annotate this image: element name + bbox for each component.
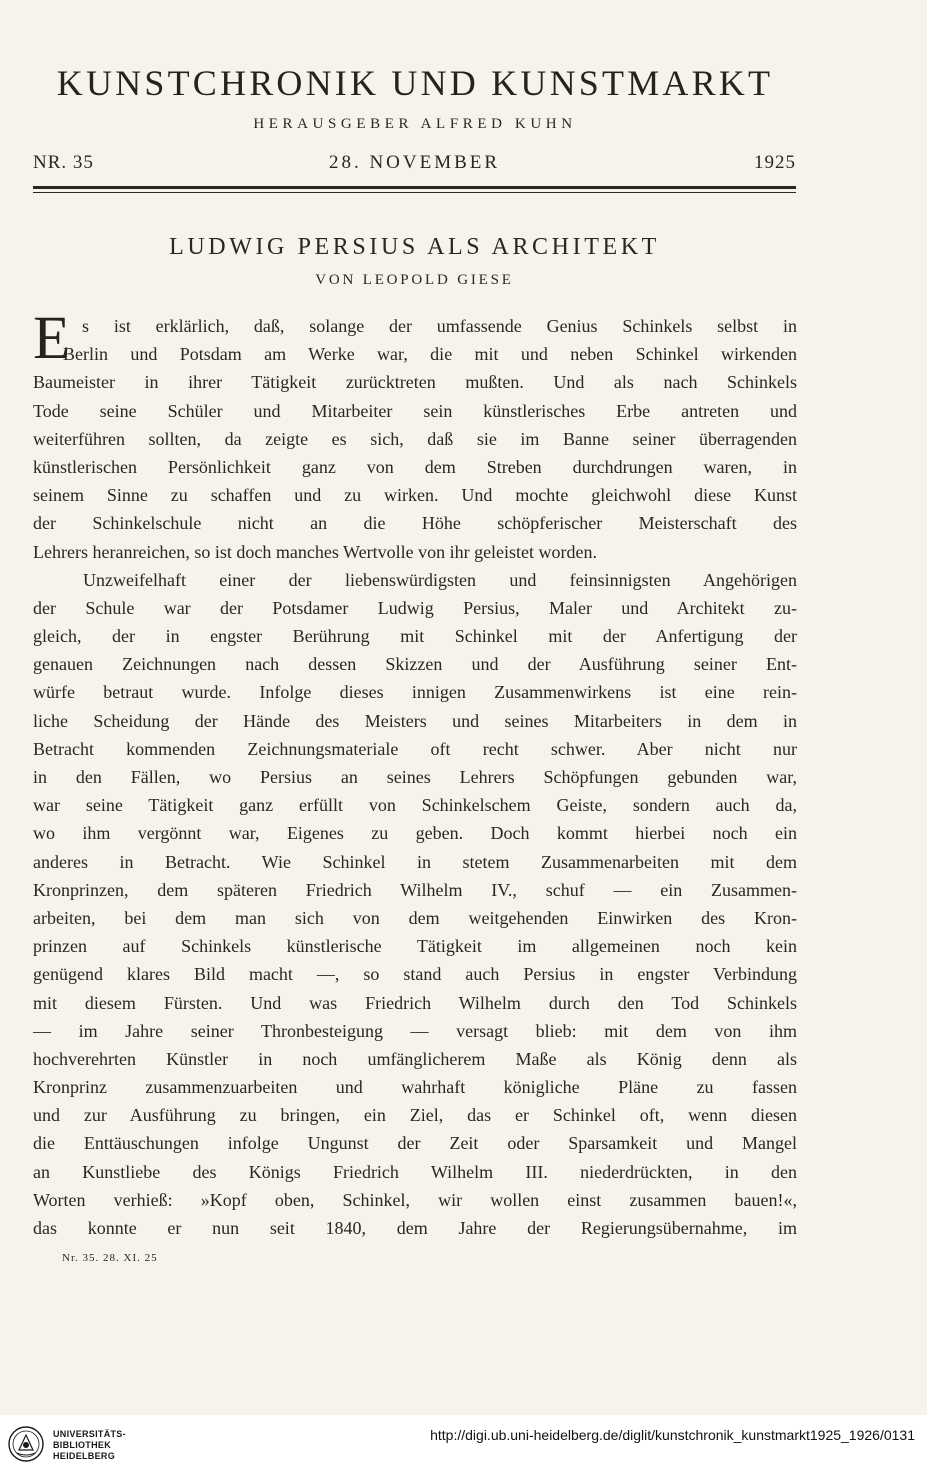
text-line: und zur Ausführung zu bringen, ein Ziel, das er Schinkel oft, wenn diesen <box>33 1105 797 1126</box>
text-line: weiterführen sollten, da zeigte es sich, daß sie im Banne seiner überragenden <box>33 428 797 449</box>
text-line: Berlin und Potsdam am Werke war, die mit und neben Schinkel wirkenden <box>63 344 797 365</box>
text-line: der Schinkelschule nicht an die Höhe schöpferischer Meisterschaft des <box>33 513 797 534</box>
text-line: — im Jahre seiner Thronbesteigung — versagt blieb: mit dem von ihm <box>33 1020 797 1041</box>
text-line: Baumeister in ihrer Tätigkeit zurücktreten mußten. Und als nach Schinkels <box>33 372 797 393</box>
text-line: die Enttäuschungen infolge Ungunst der Zeit oder Sparsamkeit und Mangel <box>33 1133 797 1154</box>
issue-row <box>33 152 796 178</box>
header-rule-thick <box>33 186 796 189</box>
text-line: genügend klares Bild macht —, so stand auch Persius in engster Verbindung <box>33 964 797 985</box>
journal-title: KUNSTCHRONIK UND KUNSTMARKT <box>56 63 774 103</box>
text-line: der Schule war der Potsdamer Ludwig Persius, Maler und Architekt zu- <box>33 597 797 618</box>
text-line: hochverehrten Künstler in noch umfänglicherem Maße als König denn als <box>33 1048 797 1069</box>
text-line: anderes in Betracht. Wie Schinkel in stetem Zusammenarbeiten mit dem <box>33 851 797 872</box>
article-body <box>33 305 797 1242</box>
text-line: seinem Sinne zu schaffen und zu wirken. Und mochte gleichwohl diese Kunst <box>33 485 797 506</box>
journal-editor: HERAUSGEBER ALFRED KUHN <box>253 116 577 132</box>
issue-year: 1925 <box>754 152 796 173</box>
logo-line: UNIVERSITÄTS- <box>53 1429 126 1439</box>
text-line: arbeiten, bei dem man sich von dem weitgehenden Einwirken des Kron- <box>33 907 797 928</box>
page-signature: Nr. 35. 28. XI. 25 <box>62 1252 158 1264</box>
text-line: Worten verhieß: »Kopf oben, Schinkel, wir wollen einst zusammen bauen!«, <box>33 1189 797 1210</box>
source-url-link[interactable]: http://digi.ub.uni-heidelberg.de/diglit/kunstchronik_kunstmarkt1925_1926/0131 <box>430 1427 915 1443</box>
text-line: war seine Tätigkeit ganz erfüllt von Schinkelschem Geiste, sondern auch da, <box>33 795 797 816</box>
drop-cap: E <box>33 305 71 372</box>
issue-date: 28. NOVEMBER <box>328 152 501 173</box>
text-line: Kronprinz zusammenzuarbeiten und wahrhaft königliche Pläne zu fassen <box>33 1077 797 1098</box>
library-footer <box>0 1415 927 1483</box>
text-line: das konnte er nun seit 1840, dem Jahre der Regierungsübernahme, im <box>33 1218 797 1238</box>
text-line: an Kunstliebe des Königs Friedrich Wilhelm III. niederdrückten, in den <box>33 1161 797 1182</box>
text-line: würfe betraut wurde. Infolge dieses innigen Zusammenwirkens ist eine rein- <box>33 682 797 703</box>
text-line: liche Scheidung der Hände des Meisters und seines Mitarbeiters in dem in <box>33 710 797 731</box>
text-line: wo ihm vergönnt war, Eigenes zu geben. Doch kommt hierbei noch ein <box>33 823 797 844</box>
article-author: VON LEOPOLD GIESE <box>315 272 514 288</box>
issue-number: NR. 35 <box>33 152 94 173</box>
text-line: mit diesem Fürsten. Und was Friedrich Wilhelm durch den Tod Schinkels <box>33 992 797 1013</box>
text-line: prinzen auf Schinkels künstlerische Tätigkeit im allgemeinen noch kein <box>33 936 797 957</box>
text-line: künstlerischen Persönlichkeit ganz von dem Streben durchdrungen waren, in <box>33 456 797 477</box>
text-line: s ist erklärlich, daß, solange der umfassende Genius Schinkels selbst in <box>82 316 797 336</box>
header-rule-thin <box>33 192 796 193</box>
text-line: gleich, der in engster Berührung mit Schinkel mit der Anfertigung der <box>33 626 797 647</box>
logo-line: HEIDELBERG <box>53 1451 116 1461</box>
text-line: Betracht kommenden Zeichnungsmateriale oft recht schwer. Aber nicht nur <box>33 738 797 759</box>
text-line: Tode seine Schüler und Mitarbeiter sein künstlerisches Erbe antreten und <box>33 400 797 421</box>
university-seal-icon <box>8 1426 44 1462</box>
text-line: Unzweifelhaft einer der liebenswürdigsten und feinsinnigsten Angehörigen <box>83 569 797 590</box>
logo-line: BIBLIOTHEK <box>53 1440 111 1450</box>
text-line: in den Fällen, wo Persius an seines Lehrers Schöpfungen gebunden war, <box>33 767 797 787</box>
article-title: LUDWIG PERSIUS ALS ARCHITEKT <box>169 234 660 260</box>
text-line: genauen Zeichnungen nach dessen Skizzen und der Ausführung seiner Ent- <box>33 654 797 675</box>
text-line: Lehrers heranreichen, so ist doch manches Wertvolle von ihr geleistet worden. <box>33 541 598 562</box>
text-line: Kronprinzen, dem späteren Friedrich Wilhelm IV., schuf — ein Zusammen- <box>33 879 797 900</box>
library-logo-text <box>53 1429 126 1462</box>
